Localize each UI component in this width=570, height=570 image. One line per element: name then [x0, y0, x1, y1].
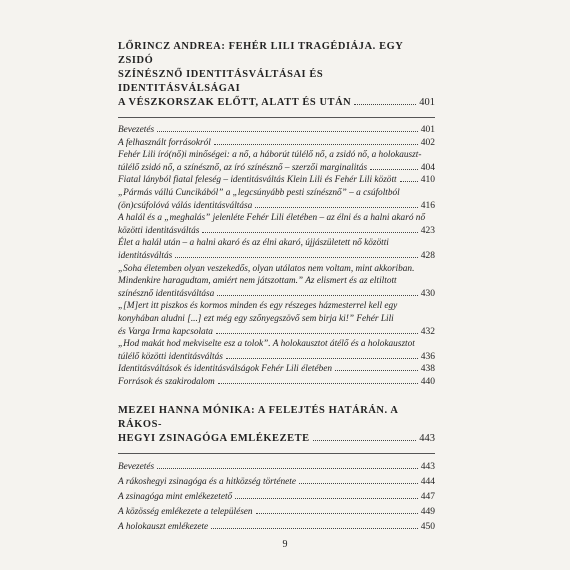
table-of-contents	[118, 40, 435, 535]
dot-leader	[400, 181, 418, 182]
toc-entry-text: színésznő identitásváltása	[118, 288, 215, 299]
toc-entry-text: és Varga Irma kapcsolata	[118, 326, 213, 337]
toc-entry-text: A holokauszt emlékezete	[118, 522, 209, 533]
section-title-last-line	[118, 96, 435, 110]
dot-leader	[256, 513, 418, 514]
toc-entry-page: 436	[420, 351, 435, 362]
toc-entry-page: 440	[420, 376, 435, 387]
toc-entry[interactable]	[118, 149, 435, 174]
section-title	[118, 404, 435, 446]
dot-leader	[202, 232, 417, 233]
toc-entry-page: 410	[420, 175, 435, 186]
section-title-line: MEZEI HANNA MÓNIKA: A FELEJTÉS HATÁRÁN. A RÁKOS-	[118, 405, 398, 431]
dot-leader	[335, 370, 418, 371]
section-page-number: 443	[419, 433, 435, 445]
section-divider	[118, 117, 435, 118]
toc-entry[interactable]	[118, 460, 435, 475]
dot-leader	[255, 207, 417, 208]
toc-entry-page: 401	[420, 125, 435, 135]
toc-entry-page: 430	[420, 288, 435, 299]
toc-entry[interactable]	[118, 505, 435, 520]
toc-entry-page: 416	[420, 200, 435, 211]
dot-leader	[157, 131, 418, 132]
toc-entry-line: Fehér Lili író(nő)i minőségei: a nő, a háborút túlélő nő, a zsidó nő, a holokauszt-	[118, 150, 422, 161]
section-title-last-line	[118, 432, 435, 446]
dot-leader	[175, 257, 418, 258]
toc-entry-page: 443	[420, 462, 435, 473]
toc-entry[interactable]	[118, 490, 435, 505]
toc-entry-text: túlélő közötti identitásváltás	[118, 351, 223, 362]
toc-entry-page: 447	[420, 492, 435, 503]
toc-entry[interactable]	[118, 338, 435, 363]
toc-entry[interactable]	[118, 124, 435, 137]
dot-leader	[299, 483, 418, 484]
toc-section-1	[118, 40, 435, 388]
toc-entry-line: „Hod makát hod mekviselte esz a tolok”. A holokausztot átélő és a holokausztot	[118, 339, 415, 350]
dot-leader	[211, 528, 418, 529]
toc-entry-text: A rákoshegyi zsinagóga és a hitközség története	[118, 477, 296, 488]
section-title-line: HEGYI ZSINAGÓGA EMLÉKEZETE	[118, 433, 310, 445]
dot-leader	[370, 169, 418, 170]
toc-entry-text: közötti identitásváltás	[118, 225, 200, 236]
dot-leader	[235, 498, 418, 499]
toc-entry-text: A zsinagóga mint emlékezetető	[118, 492, 233, 503]
toc-entry-text: A közösség emlékezete a településen	[118, 507, 253, 518]
dot-leader	[354, 104, 416, 105]
toc-entry-line: „[M]ert itt piszkos és kormos minden és egy részeges házmesterrel kell egy	[118, 301, 398, 312]
toc-entry-page: 404	[420, 162, 435, 173]
section-title	[118, 40, 435, 110]
dot-leader	[216, 333, 418, 334]
toc-entry[interactable]	[118, 174, 435, 187]
toc-entry-page: 449	[420, 507, 435, 518]
section-title-line: A VÉSZKORSZAK ELŐTT, ALATT ÉS UTÁN	[118, 97, 352, 108]
dot-leader	[217, 295, 417, 296]
toc-entry-text: A felhasznált forrásokról	[118, 137, 211, 148]
toc-entry-page: 402	[420, 137, 435, 148]
toc-entry-text: Bevezetés	[118, 125, 155, 135]
toc-entries	[118, 124, 435, 388]
toc-entry-text: Identitásváltások és identitásválságok Fehér Lili életében	[118, 364, 333, 375]
toc-entry-text: Források és szakirodalom	[118, 376, 215, 387]
toc-entry-text: Fiatal lányból fiatal feleség – identitásváltás Klein Lili és Fehér Lili között	[118, 175, 397, 186]
toc-entry[interactable]	[118, 475, 435, 490]
section-divider	[118, 453, 435, 454]
toc-entry-line: A halál és a „meghalás” jelenléte Fehér Lili életében – az élni és a halni akaró nő	[118, 213, 426, 224]
page-number: 9	[282, 539, 288, 550]
toc-entry-line: konyhában aludni [...] ezt még egy szőnyegszövő sem birja ki!” Fehér Lili	[118, 313, 394, 324]
section-page-number: 401	[419, 97, 435, 108]
toc-entry[interactable]	[118, 300, 435, 338]
toc-entry-text: identitásváltás	[118, 250, 173, 261]
toc-entry-page: 432	[420, 326, 435, 337]
toc-entry-page: 423	[420, 225, 435, 236]
toc-entry[interactable]	[118, 263, 435, 301]
dot-leader	[313, 440, 417, 441]
toc-entry[interactable]	[118, 212, 435, 237]
toc-entry[interactable]	[118, 376, 435, 389]
section-title-line: SZÍNÉSZNŐ IDENTITÁSVÁLTÁSAI ÉS IDENTITÁSVÁLSÁGAI	[118, 69, 324, 94]
toc-entry-line: „Pármás vállú Cuncikából” a „legcsúnyább pesti színésznő” – a csúfoltból	[118, 187, 400, 198]
toc-entry[interactable]	[118, 520, 435, 535]
toc-entry[interactable]	[118, 363, 435, 376]
toc-entry[interactable]	[118, 187, 435, 212]
dot-leader	[226, 358, 418, 359]
section-title-line: LŐRINCZ ANDREA: FEHÉR LILI TRAGÉDIÁJA. EGY ZSIDÓ	[118, 41, 404, 66]
toc-entry-line: Élet a halál után – a halni akaró és az élni akaró, újjászületett nő közötti	[118, 238, 389, 249]
toc-entries	[118, 460, 435, 535]
toc-entry-page: 428	[420, 250, 435, 261]
toc-entry-line: Mindenkire haragudtam, amiért nem játszottam.” Az elismert és az eltiltott	[118, 276, 397, 287]
toc-entry-page: 444	[420, 477, 435, 488]
toc-section-2	[118, 404, 435, 535]
toc-entry-text: Bevezetés	[118, 462, 155, 473]
toc-entry-text: túlélő zsidó nő, a színésznő, az író színésznő – szerzői marginalitás	[118, 162, 368, 173]
dot-leader	[218, 383, 418, 384]
toc-entry-page: 438	[420, 364, 435, 375]
toc-entry-page: 450	[420, 522, 435, 533]
toc-entry-text: (ön)csúfolóvá válás identitásváltása	[118, 200, 253, 211]
toc-entry[interactable]	[118, 237, 435, 262]
dot-leader	[157, 468, 418, 469]
dot-leader	[214, 144, 418, 145]
toc-entry-line: „Soha életemben olyan veszekedős, olyan utálatos nem voltam, mint akkoriban.	[118, 263, 415, 274]
toc-entry[interactable]	[118, 137, 435, 150]
